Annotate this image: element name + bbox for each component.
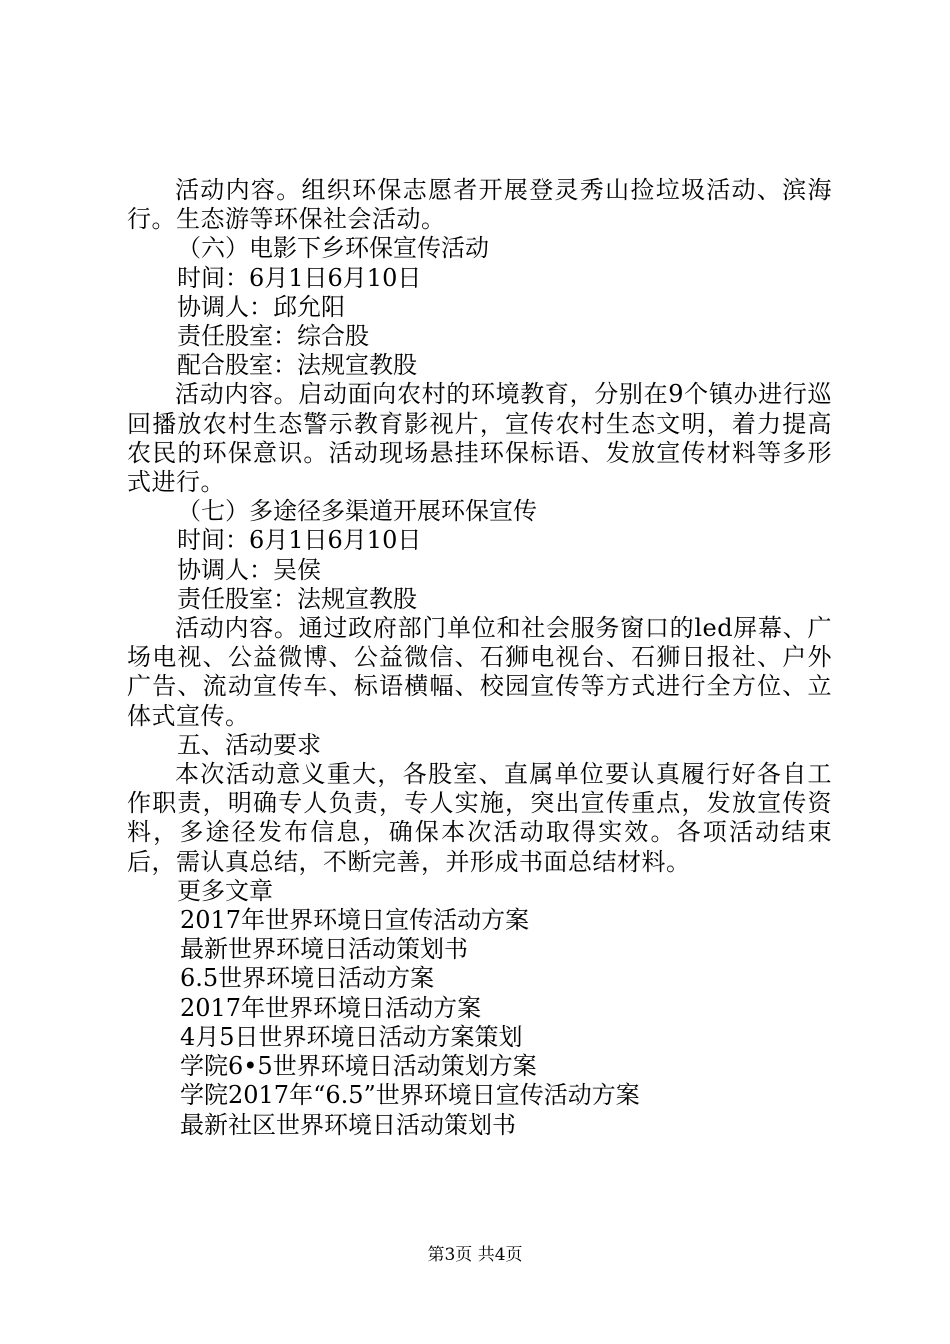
paragraph-activity-content-3: 活动内容。通过政府部门单位和社会服务窗口的led屏幕、广场电视、公益微博、公益微信、石狮电视台、石狮日报社、户外广告、流动宣传车、标语横幅、校园宣传等方式进行全方位、立体式宣传。: [127, 614, 832, 730]
article-link[interactable]: 学院6•5世界环境日活动策划方案: [180, 1052, 537, 1081]
article-link[interactable]: 最新社区世界环境日活动策划书: [180, 1110, 516, 1139]
section-7-time: 时间：6月1日6月10日: [177, 526, 422, 555]
section-6-cooperating-office: 配合股室：法规宣教股: [177, 351, 417, 380]
section-heading-7: （七）多途径多渠道开展环保宣传: [177, 497, 537, 526]
section-6-time: 时间：6月1日6月10日: [177, 263, 422, 292]
section-7-responsible-office: 责任股室：法规宣教股: [177, 584, 417, 613]
more-articles-list: [127, 906, 832, 1140]
paragraph-activity-content-2: 活动内容。启动面向农村的环境教育，分别在9个镇办进行巡回播放农村生态警示教育影视片，宣传农村生态文明，着力提高农民的环保意识。活动现场悬挂环保标语、发放宣传材料等多形式进行。: [127, 380, 832, 497]
article-link[interactable]: 学院2017年“6.5”世界环境日宣传活动方案: [180, 1081, 640, 1110]
article-link[interactable]: 2017年世界环境日活动方案: [180, 993, 482, 1022]
page-number-footer: 第3页 共4页: [427, 1245, 523, 1265]
section-7-coordinator: 协调人：吴侯: [177, 555, 321, 584]
document-body: [127, 176, 832, 1140]
article-link[interactable]: 最新世界环境日活动策划书: [180, 935, 468, 964]
article-link[interactable]: 4月5日世界环境日活动方案策划: [180, 1022, 523, 1051]
section-heading-requirements: 五、活动要求: [177, 730, 321, 759]
paragraph-activity-content-1: 活动内容。组织环保志愿者开展登灵秀山捡垃圾活动、滨海行。生态游等环保社会活动。: [127, 176, 832, 234]
article-link[interactable]: 2017年世界环境日宣传活动方案: [180, 906, 530, 935]
section-6-coordinator: 协调人：邱允阳: [177, 292, 345, 321]
article-link[interactable]: 6.5世界环境日活动方案: [180, 964, 435, 993]
section-heading-6: （六）电影下乡环保宣传活动: [177, 234, 489, 263]
paragraph-requirements: 本次活动意义重大，各股室、直属单位要认真履行好各自工作职责，明确专人负责，专人实施，突出宣传重点，发放宣传资料，多途径发布信息，确保本次活动取得实效。各项活动结束后，需认真总结，不断完善，并形成书面总结材料。: [127, 760, 832, 876]
more-articles-heading: 更多文章: [177, 876, 273, 905]
section-6-responsible-office: 责任股室：综合股: [177, 322, 369, 351]
